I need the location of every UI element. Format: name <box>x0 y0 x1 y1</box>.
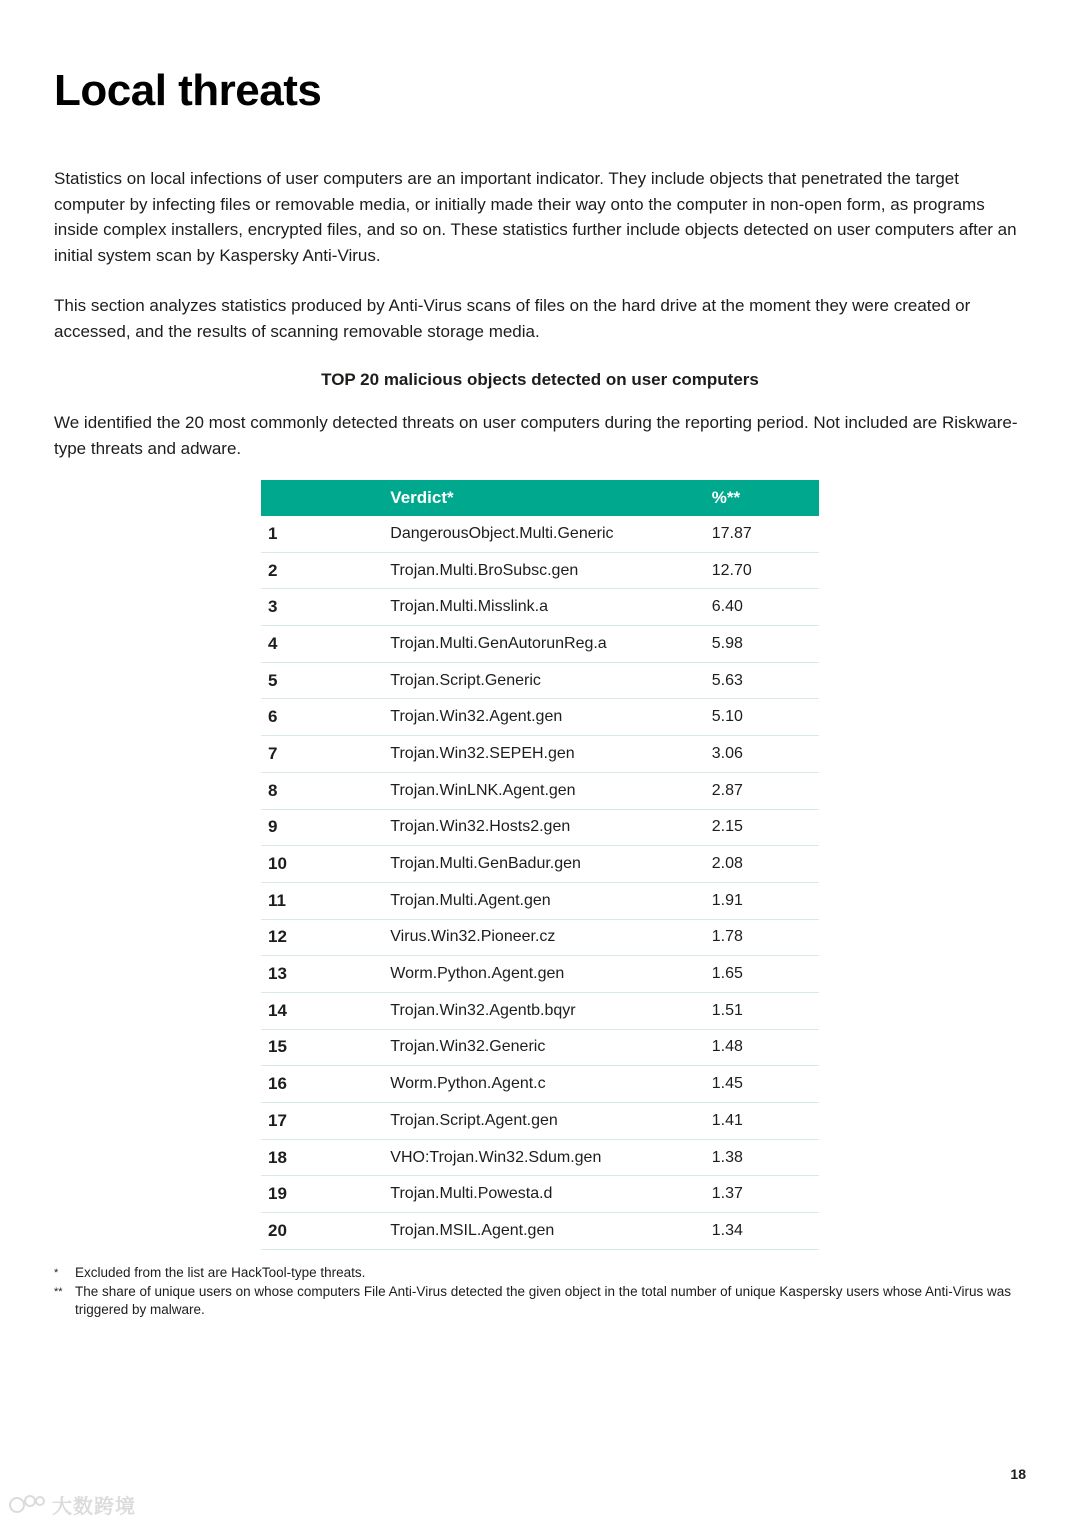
table-row <box>261 1176 819 1213</box>
table-row <box>261 516 819 552</box>
percent-cell: 1.51 <box>712 992 819 1029</box>
watermark <box>8 1490 136 1519</box>
table-row <box>261 626 819 663</box>
rank-cell: 6 <box>261 699 390 736</box>
header-percent: %** <box>712 480 819 516</box>
rank-cell: 2 <box>261 552 390 589</box>
verdict-cell: Trojan.Win32.SEPEH.gen <box>390 736 711 773</box>
table-row <box>261 1213 819 1250</box>
footnote-text: Excluded from the list are HackTool-type threats. <box>75 1265 366 1280</box>
table-row <box>261 992 819 1029</box>
rank-cell: 3 <box>261 589 390 626</box>
percent-cell: 12.70 <box>712 552 819 589</box>
rank-cell: 12 <box>261 919 390 956</box>
percent-cell: 1.41 <box>712 1103 819 1140</box>
table-row <box>261 846 819 883</box>
verdict-cell: Trojan.Win32.Generic <box>390 1029 711 1066</box>
verdict-cell: Trojan.Multi.Misslink.a <box>390 589 711 626</box>
verdict-cell: VHO:Trojan.Win32.Sdum.gen <box>390 1139 711 1176</box>
watermark-logo-icon <box>8 1491 46 1519</box>
rank-cell: 14 <box>261 992 390 1029</box>
verdict-cell: Worm.Python.Agent.c <box>390 1066 711 1103</box>
percent-cell: 2.15 <box>712 809 819 846</box>
rank-cell: 17 <box>261 1103 390 1140</box>
footnote-text: The share of unique users on whose computers File Anti-Virus detected the given object in the total number of unique Kaspersky users whose Anti-Virus was triggered by malware. <box>75 1283 1012 1317</box>
footnote <box>54 1283 1029 1320</box>
percent-cell: 5.10 <box>712 699 819 736</box>
rank-cell: 7 <box>261 736 390 773</box>
percent-cell: 1.34 <box>712 1213 819 1250</box>
percent-cell: 1.38 <box>712 1139 819 1176</box>
rank-cell: 9 <box>261 809 390 846</box>
verdict-cell: DangerousObject.Multi.Generic <box>390 516 711 552</box>
table-header-row <box>261 480 819 516</box>
rank-cell: 8 <box>261 772 390 809</box>
rank-cell: 5 <box>261 662 390 699</box>
table-row <box>261 882 819 919</box>
percent-cell: 1.78 <box>712 919 819 956</box>
table-row <box>261 1139 819 1176</box>
rank-cell: 10 <box>261 846 390 883</box>
verdict-cell: Trojan.MSIL.Agent.gen <box>390 1213 711 1250</box>
verdict-cell: Trojan.Script.Agent.gen <box>390 1103 711 1140</box>
footnotes <box>54 1264 1029 1320</box>
rank-cell: 20 <box>261 1213 390 1250</box>
verdict-cell: Trojan.Multi.GenAutorunReg.a <box>390 626 711 663</box>
table-body <box>261 516 819 1249</box>
header-rank <box>261 480 390 516</box>
table-row <box>261 919 819 956</box>
table-row <box>261 956 819 993</box>
verdict-cell: Virus.Win32.Pioneer.cz <box>390 919 711 956</box>
percent-cell: 1.37 <box>712 1176 819 1213</box>
intro-paragraph: Statistics on local infections of user computers are an important indicator. They include objects that penetrated the target computer by infecting files or removable media, or initially made their way onto the computer in non-open form, as programs inside complex installers, encrypted files, and so on. These statistics further include objects detected on user computers after an initial system scan by Kaspersky Anti-Virus. <box>54 169 1017 265</box>
page-title: Local threats <box>54 66 322 115</box>
table-row <box>261 662 819 699</box>
rank-cell: 18 <box>261 1139 390 1176</box>
rank-cell: 1 <box>261 516 390 552</box>
table-caption: TOP 20 malicious objects detected on user computers <box>321 370 759 389</box>
table-row <box>261 772 819 809</box>
percent-cell: 5.63 <box>712 662 819 699</box>
table-row <box>261 589 819 626</box>
rank-cell: 16 <box>261 1066 390 1103</box>
verdict-cell: Trojan.Multi.BroSubsc.gen <box>390 552 711 589</box>
percent-cell: 1.91 <box>712 882 819 919</box>
verdict-cell: Trojan.Win32.Agent.gen <box>390 699 711 736</box>
percent-cell: 2.87 <box>712 772 819 809</box>
table-row <box>261 809 819 846</box>
header-verdict: Verdict* <box>390 480 711 516</box>
rank-cell: 4 <box>261 626 390 663</box>
percent-cell: 3.06 <box>712 736 819 773</box>
rank-cell: 15 <box>261 1029 390 1066</box>
verdict-cell: Trojan.Multi.Powesta.d <box>390 1176 711 1213</box>
rank-cell: 11 <box>261 882 390 919</box>
percent-cell: 5.98 <box>712 626 819 663</box>
scope-paragraph: This section analyzes statistics produced by Anti-Virus scans of files on the hard drive at the moment they were created or accessed, and the results of scanning removable storage media. <box>54 296 971 341</box>
verdict-cell: Trojan.Script.Generic <box>390 662 711 699</box>
verdict-cell: Trojan.Multi.GenBadur.gen <box>390 846 711 883</box>
table-row <box>261 736 819 773</box>
verdict-cell: Trojan.WinLNK.Agent.gen <box>390 772 711 809</box>
rank-cell: 13 <box>261 956 390 993</box>
page-number: 18 <box>1010 1466 1026 1482</box>
table-row <box>261 699 819 736</box>
verdict-cell: Trojan.Multi.Agent.gen <box>390 882 711 919</box>
table-row <box>261 552 819 589</box>
footnote-mark: * <box>54 1267 59 1279</box>
table-row <box>261 1029 819 1066</box>
table-row <box>261 1066 819 1103</box>
verdict-cell: Trojan.Win32.Hosts2.gen <box>390 809 711 846</box>
table-intro-paragraph: We identified the 20 most commonly detected threats on user computers during the reporting period. Not included are Riskware-type threats and adware. <box>54 413 1018 458</box>
footnote <box>54 1264 1029 1283</box>
percent-cell: 6.40 <box>712 589 819 626</box>
threats-table <box>261 480 819 1250</box>
percent-cell: 1.65 <box>712 956 819 993</box>
footnote-mark: ** <box>54 1285 63 1298</box>
percent-cell: 1.48 <box>712 1029 819 1066</box>
rank-cell: 19 <box>261 1176 390 1213</box>
verdict-cell: Trojan.Win32.Agentb.bqyr <box>390 992 711 1029</box>
percent-cell: 2.08 <box>712 846 819 883</box>
verdict-cell: Worm.Python.Agent.gen <box>390 956 711 993</box>
percent-cell: 17.87 <box>712 516 819 552</box>
table-row <box>261 1103 819 1140</box>
percent-cell: 1.45 <box>712 1066 819 1103</box>
watermark-text: 大数跨境 <box>52 1496 136 1518</box>
